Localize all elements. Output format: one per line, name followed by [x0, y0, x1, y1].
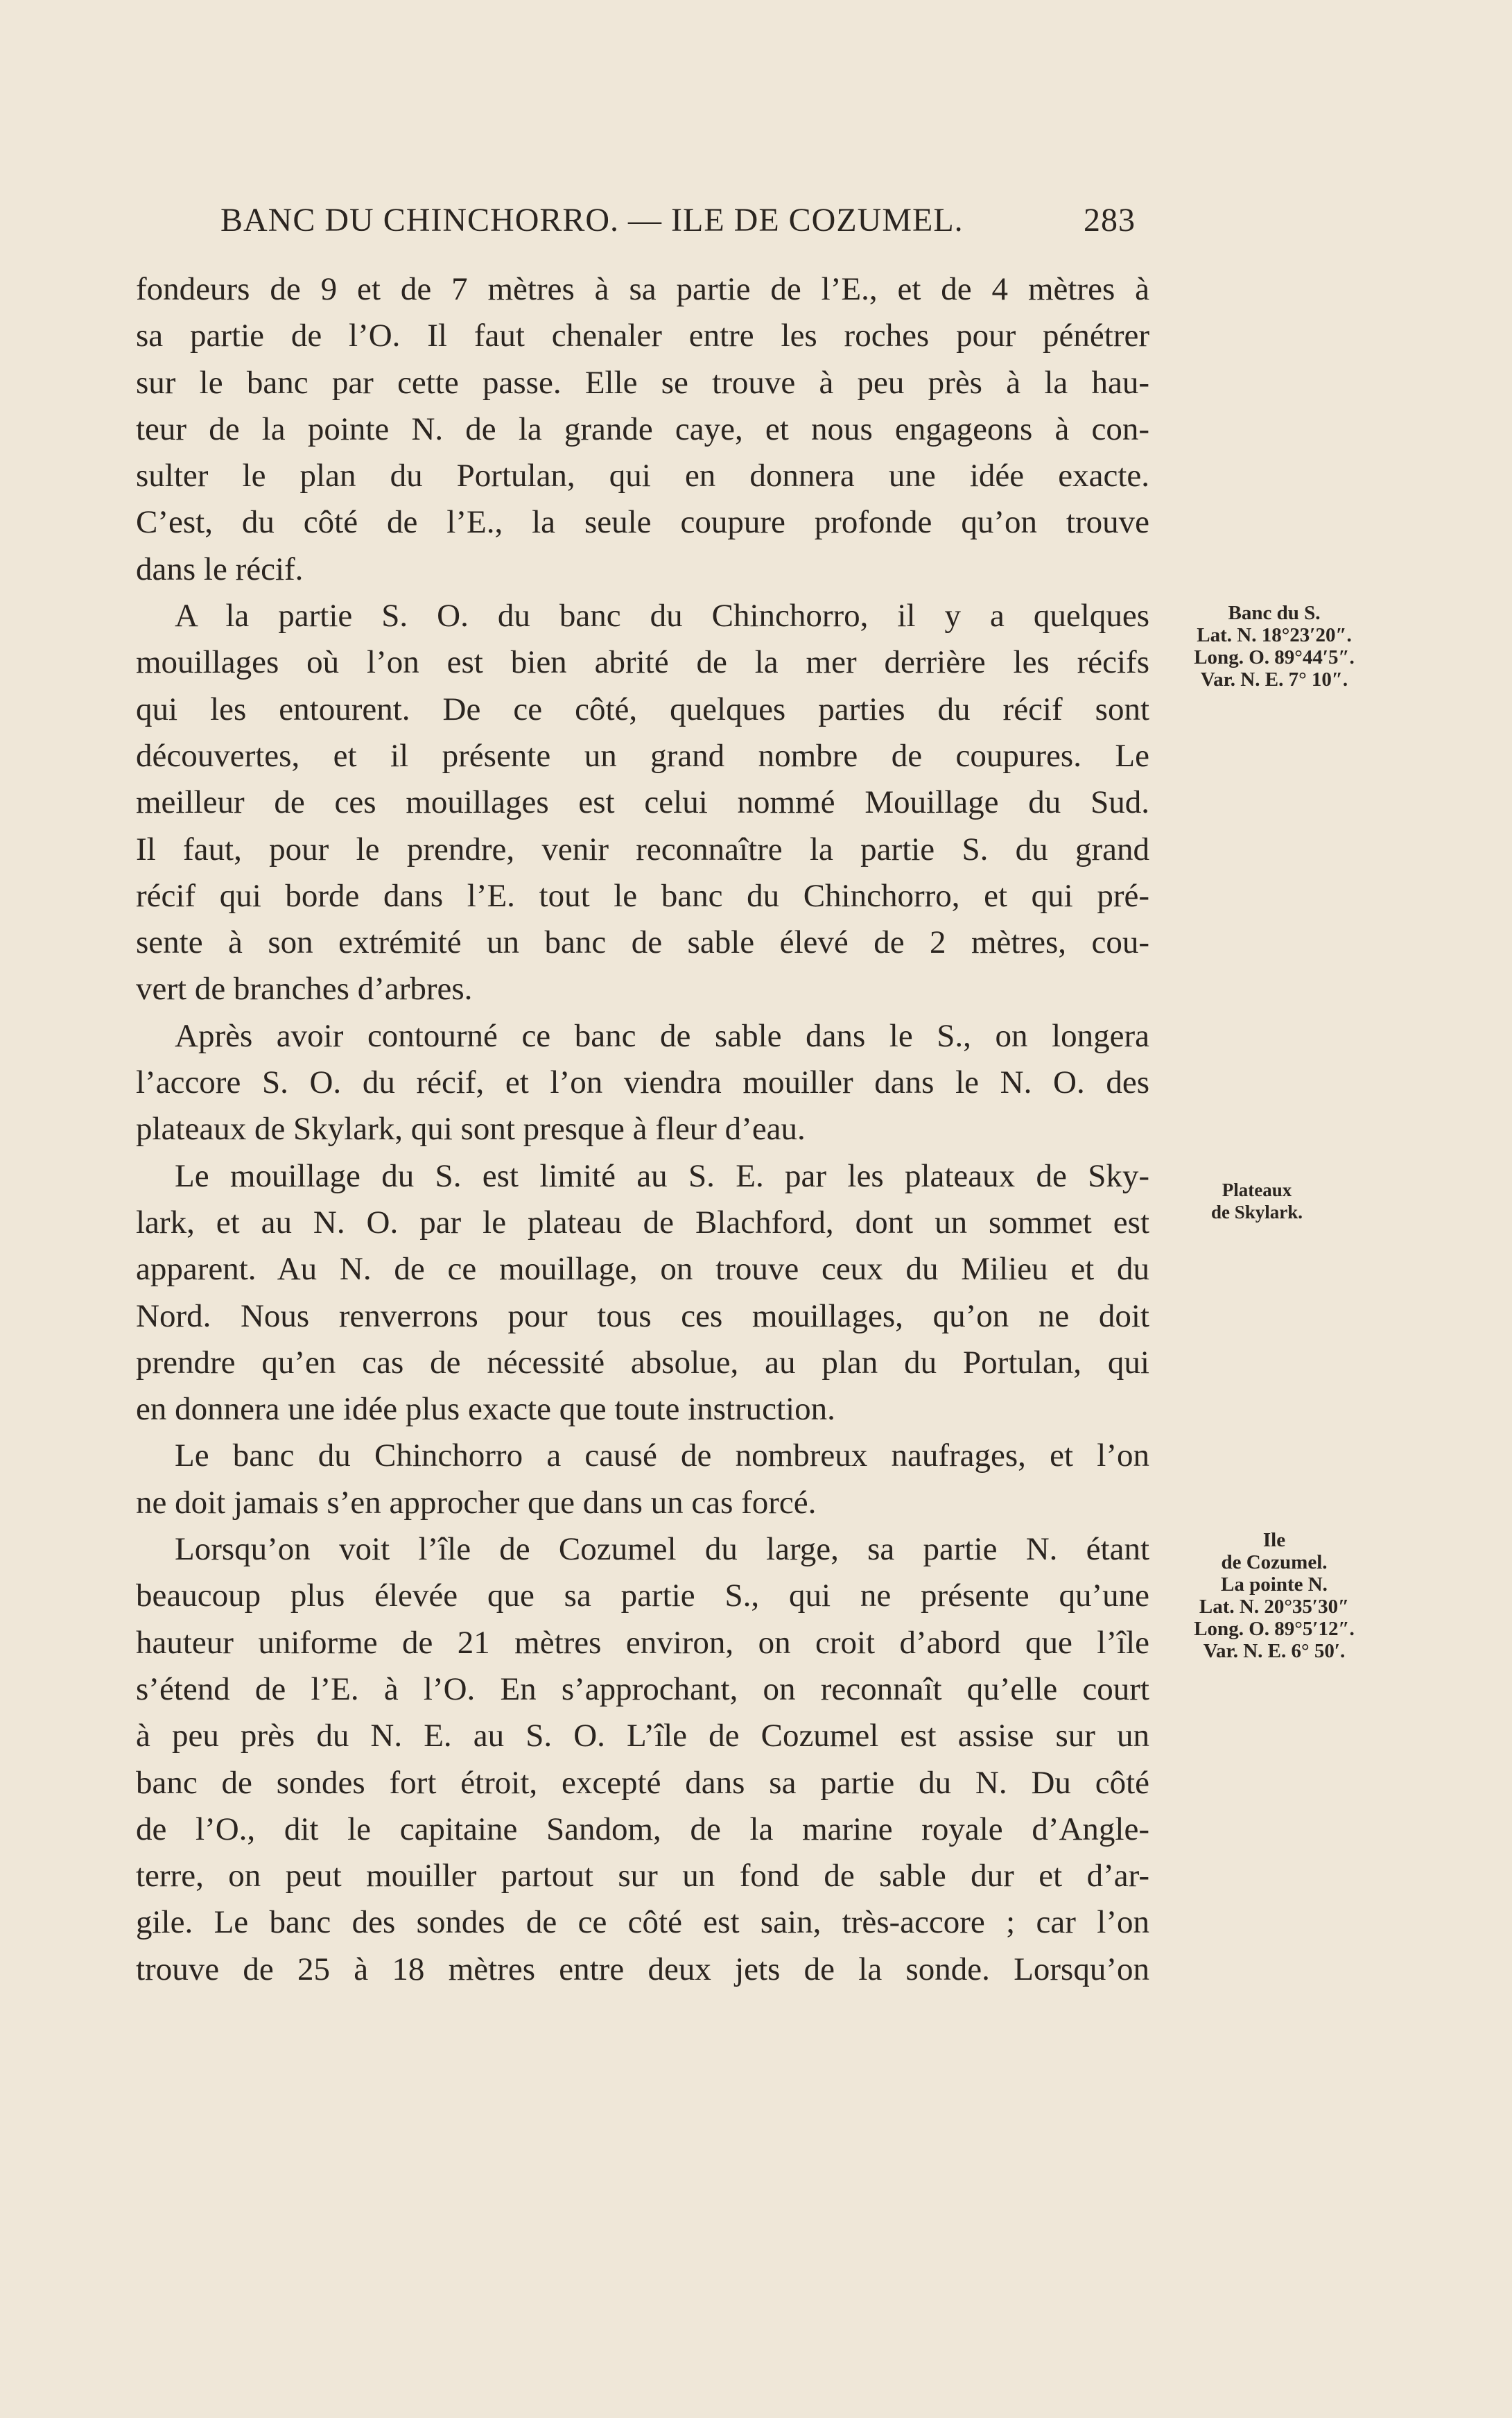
text-line: trouve de 25 à 18 mètres entre deux jets de la sonde. Lorsqu’on [136, 1951, 1149, 1987]
margin-note-banc-du-sud [1170, 602, 1378, 691]
text-line: s’étend de l’E. à l’O. En s’approchant, on reconnaît qu’elle court [136, 1670, 1149, 1707]
text-line: découvertes, et il présente un grand nombre de coupures. Le [136, 737, 1149, 774]
text-line: de l’O., dit le capitaine Sandom, de la marine royale d’Angle- [136, 1811, 1149, 1847]
text-line: sente à son extrémité un banc de sable élevé de 2 mètres, cou- [136, 924, 1149, 961]
margin-note-line: Long. O. 89°44′5″. [1194, 646, 1355, 668]
text-line: prendre qu’en cas de nécessité absolue, au plan du Portulan, qui [136, 1344, 1149, 1381]
margin-note-line: La pointe N. [1221, 1573, 1328, 1596]
margin-note-ile-cozumel [1170, 1529, 1378, 1662]
margin-note-line: Ile [1262, 1529, 1286, 1551]
text-line: en donnera une idée plus exacte que toute instruction. [136, 1391, 835, 1428]
text-line: Le mouillage du S. est limité au S. E. par les plateaux de Sky- [175, 1157, 1149, 1194]
text-line: Lorsqu’on voit l’île de Cozumel du large, sa partie N. étant [175, 1531, 1149, 1568]
text-line: terre, on peut mouiller partout sur un fond de sable dur et d’ar- [136, 1858, 1149, 1894]
margin-note-line: Lat. N. 20°35′30″ [1199, 1596, 1350, 1618]
text-line: hauteur uniforme de 21 mètres environ, on croit d’abord que l’île [136, 1624, 1149, 1661]
text-line: Nord. Nous renverrons pour tous ces mouillages, qu’on ne doit [136, 1297, 1149, 1334]
margin-note-line: de Skylark. [1210, 1202, 1303, 1223]
margin-note-line: Banc du S. [1228, 602, 1321, 624]
text-line: C’est, du côté de l’E., la seule coupure profonde qu’on trouve [136, 504, 1149, 541]
text-line: sulter le plan du Portulan, qui en donnera une idée exacte. [136, 458, 1149, 494]
text-line: A la partie S. O. du banc du Chinchorro, il y a quelques [175, 598, 1149, 634]
margin-note-line: Plateaux [1222, 1180, 1292, 1200]
margin-note-line: Lat. N. 18°23′20″. [1197, 624, 1352, 646]
text-line: récif qui borde dans l’E. tout le banc du Chinchorro, et qui pré- [136, 877, 1149, 914]
margin-note-line: Long. O. 89°5′12″. [1194, 1618, 1355, 1640]
running-header [220, 201, 1136, 243]
text-line: lark, et au N. O. par le plateau de Blachford, dont un sommet est [136, 1204, 1149, 1241]
margin-note-line: Var. N. E. 6° 50′. [1203, 1640, 1346, 1662]
text-line: plateaux de Skylark, qui sont presque à fleur d’eau. [136, 1111, 806, 1148]
text-line: mouillages où l’on est bien abrité de la mer derrière les récifs [136, 644, 1149, 681]
text-line: dans le récif. [136, 551, 304, 587]
text-line: beaucoup plus élevée que sa partie S., qui ne présente qu’une [136, 1578, 1149, 1614]
margin-note-plateaux-skylark [1170, 1179, 1344, 1223]
body-text [136, 266, 1149, 1993]
text-line: fondeurs de 9 et de 7 mètres à sa partie de l’E., et de 4 mètres à [136, 271, 1149, 307]
text-line: vert de branches d’arbres. [136, 971, 473, 1008]
text-line: Il faut, pour le prendre, venir reconnaître la partie S. du grand [136, 831, 1149, 867]
text-line: Après avoir contourné ce banc de sable dans le S., on longera [175, 1017, 1149, 1054]
text-line: apparent. Au N. de ce mouillage, on trouve ceux du Milieu et du [136, 1251, 1149, 1288]
text-line: l’accore S. O. du récif, et l’on viendra mouiller dans le N. O. des [136, 1064, 1149, 1101]
text-line: qui les entourent. De ce côté, quelques parties du récif sont [136, 691, 1149, 727]
text-line: meilleur de ces mouillages est celui nommé Mouillage du Sud. [136, 784, 1149, 821]
text-line: ne doit jamais s’en approcher que dans un cas forcé. [136, 1484, 817, 1521]
text-line: gile. Le banc des sondes de ce côté est sain, très-accore ; car l’on [136, 1904, 1149, 1941]
text-line: Le banc du Chinchorro a causé de nombreux naufrages, et l’on [175, 1437, 1149, 1474]
text-line: sa partie de l’O. Il faut chenaler entre les roches pour pénétrer [136, 318, 1149, 354]
margin-note-line: de Cozumel. [1221, 1551, 1328, 1573]
text-line: teur de la pointe N. de la grande caye, et nous engageons à con- [136, 411, 1149, 447]
text-line: à peu près du N. E. au S. O. L’île de Cozumel est assise sur un [136, 1718, 1149, 1754]
page-number: 283 [1084, 202, 1136, 239]
margin-note-line: Var. N. E. 7° 10″. [1200, 668, 1348, 691]
text-line: sur le banc par cette passe. Elle se trouve à peu près à la hau- [136, 364, 1149, 401]
running-title: BANC DU CHINCHORRO. — ILE DE COZUMEL. [220, 202, 964, 239]
text-line: banc de sondes fort étroit, excepté dans sa partie du N. Du côté [136, 1764, 1149, 1801]
